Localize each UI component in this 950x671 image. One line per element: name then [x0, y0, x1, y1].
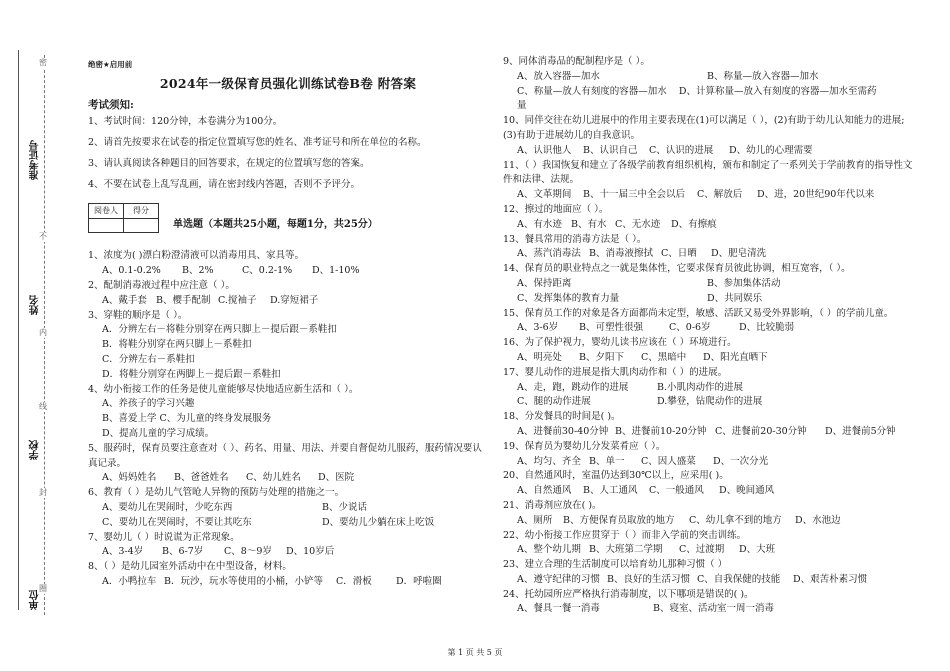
option-row [503, 484, 915, 499]
question-text: 1、浓度为( )漂白粉澄清液可以消毒用具、家具等。 [88, 250, 304, 262]
answer-option[interactable]: A、蒸汽消毒法 [517, 248, 581, 260]
question-text: 18、分发餐具的时间是( )。 [503, 411, 621, 423]
answer-option[interactable]: C、解放后 [697, 189, 743, 201]
answer-option[interactable]: D、进，20世纪90年代以来 [757, 189, 875, 201]
answer-option[interactable]: C、0-6岁 [669, 322, 711, 334]
answer-option[interactable]: A、0.1-0.2% [102, 265, 161, 277]
answer-option[interactable]: C、过渡期 [679, 544, 725, 556]
answer-option[interactable]: 量 [517, 100, 527, 112]
option-row [503, 218, 915, 233]
answer-option[interactable]: A、进餐前30-40分钟 [517, 425, 609, 437]
school-label: 学校 [30, 440, 41, 460]
seal-char: 不 [39, 232, 47, 241]
answer-option[interactable]: C、日晒 [661, 248, 697, 260]
answer-option[interactable]: C、因人盛菜 [641, 455, 696, 467]
answer-option[interactable]: B、消毒液擦拭 [589, 248, 653, 260]
answer-option[interactable]: D、1-10% [312, 265, 360, 277]
answer-option[interactable]: B、参加集体活动 [707, 277, 781, 289]
answer-option[interactable]: D、要幼儿少躺在床上吃饭 [322, 516, 435, 528]
answer-option[interactable]: B、可塑性很强 [579, 322, 643, 334]
question-text: 22、幼小衔接工作应贯穿于（ ）而非入学前的突击训练。 [503, 529, 747, 541]
option-row [88, 575, 488, 590]
left-column [88, 58, 488, 590]
question-text: 4、幼小衔接工作的任务是使儿童能够尽快地适应新生活和（ ）。 [88, 383, 359, 395]
answer-option[interactable]: A、餐具一餐一消毒 [517, 603, 600, 615]
answer-option[interactable]: A．小鸭拉车 [102, 575, 157, 587]
question-text: 11、（ ）我国恢复和建立了各级学前教育组织机构，颁布和制定了一系列关于学前教育的指导性文件和法律、法规。 [503, 159, 913, 186]
answer-option[interactable]: D、医院 [318, 472, 355, 484]
secret-mark: 绝密★启用前 [88, 60, 133, 69]
question-text: 2、配制消毒液过程中应注意（ ）。 [88, 279, 235, 291]
answer-option[interactable]: C、8～9岁 [224, 546, 272, 558]
notice-list [88, 115, 488, 192]
seal-char: 密 [39, 58, 47, 67]
page-footer: 第 1 页 共 5 页 [447, 648, 503, 657]
option-row [503, 321, 915, 336]
answer-option[interactable]: B、大班第二学期 [589, 544, 663, 556]
answer-option[interactable]: A、3-4岁 [102, 546, 144, 558]
answer-option[interactable]: B、樱手配制 [156, 294, 211, 306]
answer-option[interactable]: B、称量—放入容器—加水 [707, 70, 819, 82]
answer-option[interactable]: A、妈妈姓名 [102, 472, 157, 484]
answer-option[interactable]: B、良好的生活习惯 [607, 573, 690, 585]
answer-option[interactable]: B、单一 [589, 455, 625, 467]
grader-cell-label: 阅卷人 [89, 203, 124, 219]
answer-option[interactable]: C、0.2-1% [242, 265, 293, 277]
answer-option[interactable]: A、明亮处 [517, 351, 562, 363]
answer-option[interactable]: A．分辨左右－将鞋分别穿在两只脚上－提后跟－系鞋扣 [102, 324, 337, 336]
answer-option[interactable]: B.小肌肉动作的进展 [657, 381, 744, 393]
option-row [503, 247, 915, 262]
answer-option[interactable]: D、大班 [739, 544, 776, 556]
answer-option[interactable]: B、十一届三中全会以后 [583, 189, 685, 201]
answer-option[interactable]: C、一般通风 [649, 485, 704, 497]
question-text: 16、为了保护视力，婴幼儿读书应该在（ ）环境进行。 [503, 337, 737, 349]
notice-item: 3、请认真阅读各种题目的回答要求，在规定的位置填写您的答案。 [88, 157, 370, 169]
answer-option[interactable]: C．滑板 [336, 575, 372, 587]
answer-option[interactable]: D、水池边 [795, 514, 841, 526]
option-row [503, 425, 915, 440]
admission-number-label: 准考证号 [30, 140, 41, 180]
seal-char: 内 [39, 328, 47, 337]
question-text: 9、同体消毒品的配制程序是（ ）。 [503, 56, 650, 67]
question-text: 17、婴儿动作的进展是指大肌肉动作和（ ）的进展。 [503, 366, 728, 378]
answer-option[interactable]: A、3-6岁 [517, 322, 559, 334]
answer-option[interactable]: D、肥皂清洗 [711, 248, 767, 260]
answer-option[interactable]: C、发挥集体的教育力量 [517, 292, 620, 304]
score-table [88, 203, 159, 234]
notice-item: 4、不要在试卷上乱写乱画，请在密封线内答题，否则不予评分。 [88, 178, 361, 190]
answer-option[interactable]: D、有擦痕 [671, 218, 717, 230]
option-row [88, 516, 488, 531]
answer-option[interactable]: B、进餐前10-20分钟 [615, 425, 707, 437]
question-text: 3、穿鞋的顺序是（ ）。 [88, 309, 188, 321]
grader-cell[interactable] [89, 219, 124, 233]
seal-char: 圈 [39, 584, 47, 593]
question-text: 12、擦过的地面应（ ）。 [503, 203, 609, 215]
answer-option[interactable]: D、提高儿童的学习成绩。 [102, 427, 215, 439]
question-text: 19、保育员为婴幼儿分发菜肴应（ ）。 [503, 440, 666, 452]
option-row [88, 294, 488, 309]
option-row [503, 188, 915, 203]
right-column [503, 55, 915, 617]
answer-option[interactable]: B、方便保育员取放的地方 [563, 514, 675, 526]
option-row [88, 471, 488, 486]
answer-option[interactable]: B．玩沙，玩水等使用的小桶，小铲等 [164, 575, 323, 587]
answer-option[interactable]: B、2% [182, 265, 214, 277]
answer-option[interactable]: A、认识他人 [517, 144, 572, 156]
answer-option[interactable]: D．呼啦圈 [396, 575, 442, 587]
answer-option[interactable]: C、认识的进展 [649, 144, 714, 156]
option-row [503, 277, 915, 292]
answer-option[interactable]: A、均匀、齐全 [517, 455, 581, 467]
answer-option[interactable]: A、要幼儿在哭闹时，少吃东西 [102, 501, 233, 513]
answer-option[interactable]: C、进餐前20-30分钟 [715, 425, 807, 437]
answer-option[interactable]: A、戴手套 [102, 294, 147, 306]
option-row [503, 351, 915, 366]
section-title: 单选题（本题共25小题，每题1分，共25分） [173, 218, 378, 230]
answer-option[interactable]: D、比较脆弱 [739, 322, 795, 334]
answer-option[interactable]: A、文革期间 [517, 189, 572, 201]
question-text: 23、建立合理的生活制度可以培育幼儿那种习惯（ ） [503, 559, 728, 571]
question-text: 7、婴幼儿（ ）时说谎为正常现象。 [88, 531, 240, 543]
seal-char: 封 [39, 488, 47, 497]
option-row [503, 70, 915, 85]
page-title: 2024年一级保育员强化训练试卷B卷 附答案 [159, 75, 417, 91]
option-row [88, 264, 488, 279]
question-text: 24、托幼园所应严格执行消毒制度，以下哪项是错误的( )。 [503, 588, 754, 600]
question-text: 8、（ ）是幼儿园室外活动中在中型设备，材料。 [88, 561, 292, 573]
answer-option[interactable]: C、幼儿拿不到的地方 [689, 514, 782, 526]
binding-margin [0, 0, 78, 671]
question-text: 5、服药时，保育员要注意查对（ ）、药名、用量、用法、并要自督促幼儿服药，服药情况要认真记录。 [88, 442, 482, 469]
option-row [503, 543, 915, 558]
answer-option[interactable]: A、遵守纪律的习惯 [517, 573, 600, 585]
option-row [88, 501, 488, 516]
answer-option[interactable]: D、10岁后 [286, 546, 335, 558]
answer-option[interactable]: D、共同娱乐 [707, 292, 763, 304]
option-row [503, 514, 915, 529]
score-cell-label: 得分 [124, 203, 159, 219]
question-list-right [503, 55, 915, 617]
option-row [503, 395, 915, 410]
answer-option[interactable]: A、养孩子的学习兴趣 [102, 398, 195, 410]
answer-option[interactable]: D.攀登，钻爬动作的进展 [657, 396, 763, 408]
answer-option[interactable]: B、认识自己 [583, 144, 638, 156]
answer-option[interactable]: C、要幼儿在哭闹时，不要让其吃东 [102, 516, 252, 528]
question-text: 20、自然通风时，室温仍达到30℃以上，应采用( )。 [503, 470, 729, 482]
answer-option[interactable]: B．将鞋分别穿在两只脚上－系鞋扣 [102, 339, 252, 351]
answer-option[interactable]: C、无水迹 [615, 218, 661, 230]
answer-option[interactable]: A、有水迹 [517, 218, 562, 230]
option-row [503, 573, 915, 588]
margin-line [18, 50, 19, 610]
option-row [503, 455, 915, 470]
answer-option[interactable]: A、走，跑，跳动作的进展 [517, 381, 629, 393]
answer-option[interactable]: D、进餐前5分钟 [825, 425, 896, 437]
option-row [503, 602, 915, 617]
question-text: 21、消毒剂应放在( )。 [503, 499, 602, 511]
score-row [88, 199, 488, 234]
answer-option[interactable]: C、腿的动作进展 [517, 396, 591, 408]
unit-label: 单位 [30, 590, 41, 610]
question-text: 15、保育员工作的对象是各方面都尚未定型，敏感、活跃又易受外界影响，（ ）的学前儿童。 [503, 307, 894, 319]
answer-option[interactable]: C．分辨左右－系鞋扣 [102, 353, 195, 365]
option-row [503, 292, 915, 307]
name-label: 姓名 [30, 295, 41, 315]
answer-option[interactable]: A、厕所 [517, 514, 553, 526]
option-row [503, 144, 915, 159]
answer-option[interactable]: B、夕阳下 [579, 351, 624, 363]
question-text: 13、餐具常用的消毒方法是（ ）。 [503, 233, 647, 245]
answer-option[interactable]: D、幼儿的心理需要 [729, 144, 813, 156]
answer-option[interactable]: C、称量—放人有刻度的容器—加水 D、计算称量—放入有刻度的容器—加水至需药 [517, 85, 877, 97]
notice-heading: 考试须知: [88, 98, 134, 111]
answer-option[interactable]: C、黑暗中 [641, 351, 687, 363]
answer-option[interactable]: D、阳光直晒下 [703, 351, 768, 363]
answer-option[interactable]: B、少说话 [322, 501, 367, 513]
answer-option[interactable]: A、整个幼儿期 [517, 544, 581, 556]
answer-option[interactable]: B、喜爱上学 C、为儿童的终身发展服务 [102, 413, 272, 425]
question-text: 6、教育（ ）是幼儿气管呛人异物的预防与处理的措施之一。 [88, 487, 345, 499]
answer-option[interactable]: D.穿短裙子 [270, 294, 319, 306]
answer-option[interactable]: D、一次分光 [713, 455, 769, 467]
answer-option[interactable]: C、幼儿姓名 [246, 472, 301, 484]
answer-option[interactable]: A、保持距离 [517, 277, 572, 289]
answer-option[interactable]: A、自然通风 [517, 485, 572, 497]
notice-item: 2、请首先按要求在试卷的指定位置填写您的姓名、准考证号和所在单位的名称。 [88, 137, 427, 149]
answer-option[interactable]: D．将鞋分别穿在两脚上－提后跟－系鞋扣 [102, 368, 281, 380]
answer-option[interactable]: B、寝室、活动室一周一消毒 [653, 603, 774, 615]
question-text: 10、同伴交往在幼儿进展中的作用主要表现在(1)可以满足（ ），(2)有助于幼儿认知能力的进展;(3)有助于进展幼儿的自我意识。 [503, 115, 905, 141]
question-list-left [88, 249, 488, 589]
question-text: 14、保育员的职业特点之一就是集体性，它要求保育员彼此协调，相互宽容，（ ）。 [503, 263, 851, 275]
answer-option[interactable]: B、爸爸姓名 [174, 472, 229, 484]
score-cell[interactable] [124, 219, 159, 233]
answer-option[interactable]: B、有水 [571, 218, 607, 230]
answer-option[interactable]: A、放入容器—加水 [517, 70, 600, 82]
answer-option[interactable]: B、6-7岁 [162, 546, 204, 558]
answer-option[interactable]: D、晚间通风 [719, 485, 775, 497]
notice-item: 1、考试时间：120分钟，本卷满分为100分。 [88, 116, 283, 128]
answer-option[interactable]: C.搅袖子 [218, 294, 257, 306]
option-row [88, 545, 488, 560]
answer-option[interactable]: D、艰苦朴素习惯 [793, 573, 868, 585]
answer-option[interactable]: C、自我保健的技能 [697, 573, 781, 585]
answer-option[interactable]: B、人工通风 [583, 485, 638, 497]
option-row [503, 381, 915, 396]
seal-char: 线 [39, 402, 47, 411]
